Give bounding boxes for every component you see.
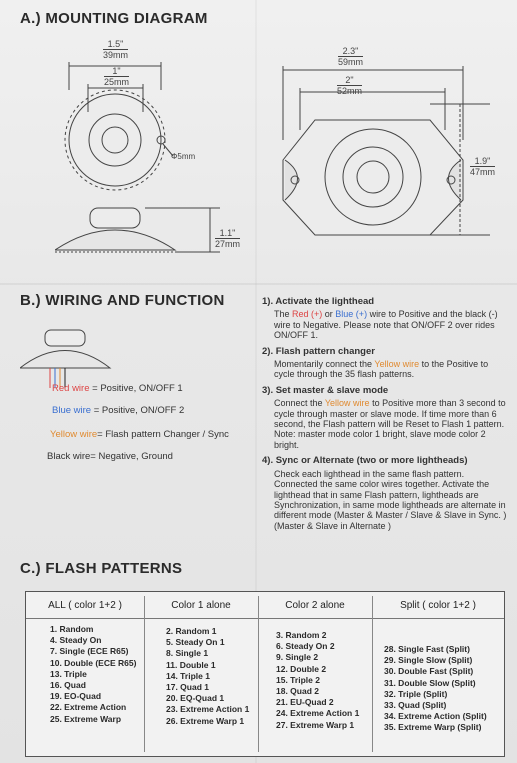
pattern-item: 31. Double Slow (Split) bbox=[384, 677, 476, 688]
flash-patterns-table bbox=[25, 591, 505, 757]
pattern-item: 22. Extreme Action bbox=[50, 702, 127, 713]
pattern-item: 34. Extreme Action (Split) bbox=[384, 711, 487, 722]
wire-yellow-label: Yellow wire= Flash pattern Changer / Sync bbox=[50, 429, 229, 440]
pattern-item: 2. Random 1 bbox=[166, 626, 217, 636]
pattern-item: 29. Single Slow (Split) bbox=[384, 655, 473, 666]
dim-right-width: 2.3" 59mm bbox=[338, 46, 364, 67]
dim-left-hole: Φ5mm bbox=[171, 152, 196, 161]
pattern-item: 17. Quad 1 bbox=[166, 682, 209, 693]
wire-red-label: Red wire = Positive, ON/OFF 1 bbox=[52, 383, 183, 394]
pattern-item: 1. Random bbox=[50, 624, 94, 634]
pattern-item: 23. Extreme Action 1 bbox=[166, 704, 250, 715]
pattern-item: 7. Single (ECE R65) bbox=[50, 646, 129, 657]
pattern-item: 18. Quad 2 bbox=[276, 686, 319, 697]
pattern-item: 19. EO-Quad bbox=[50, 691, 102, 702]
wiring-steps bbox=[262, 297, 510, 537]
wire-black-label: Black wire= Negative, Ground bbox=[47, 451, 173, 462]
wire-blue-label: Blue wire = Positive, ON/OFF 2 bbox=[52, 405, 185, 416]
dim-left-width: 1.5" 39mm bbox=[103, 39, 129, 60]
pattern-item: 8. Single 1 bbox=[166, 648, 209, 659]
pattern-item: 33. Quad (Split) bbox=[384, 700, 447, 711]
column-split bbox=[372, 592, 504, 756]
mounting-diagram-title: A.) MOUNTING DIAGRAM bbox=[20, 10, 208, 27]
pattern-item: 27. Extreme Warp 1 bbox=[276, 719, 355, 730]
column-header-split: Split ( color 1+2 ) bbox=[400, 600, 476, 611]
wiring-function-title: B.) WIRING AND FUNCTION bbox=[20, 292, 225, 309]
pattern-item: 20. EQ-Quad 1 bbox=[166, 693, 225, 704]
pattern-item: 14. Triple 1 bbox=[166, 670, 210, 681]
pattern-item: 11. Double 1 bbox=[166, 659, 216, 670]
pattern-item: 26. Extreme Warp 1 bbox=[166, 715, 245, 726]
pattern-item: 25. Extreme Warp bbox=[50, 713, 122, 724]
step-master-slave: 3). Set master & slave mode Connect the Yellow wire to Positive more than 3 second to cycle through master or slave mode. If time more than 6 second, the Flash pattern will be Reset to Flash 1 pattern. Note: master mode color 1 bright, slave mode color 2 bright. bbox=[262, 384, 506, 450]
step-flash-changer: 2). Flash pattern changer Momentarily connect the Yellow wire to the Positive to cycle through the 35 flash patterns. bbox=[262, 345, 489, 380]
dim-left-inner: 1" 25mm bbox=[104, 66, 130, 87]
pattern-item: 28. Single Fast (Split) bbox=[384, 644, 470, 654]
pattern-item: 30. Double Fast (Split) bbox=[384, 666, 474, 677]
paper-fold bbox=[0, 283, 517, 285]
pattern-item: 5. Steady On 1 bbox=[166, 637, 225, 648]
pattern-item: 35. Extreme Warp (Split) bbox=[384, 722, 482, 733]
step-activate: 1). Activate the lighthead The Red (+) or Blue (+) wire to Positive and the black (-) wire to Negative. Please note that ON/OFF 2 over rides ON/OFF 1. bbox=[262, 296, 498, 341]
wiring-lighthead-diagram bbox=[20, 318, 120, 388]
flash-patterns-title: C.) FLASH PATTERNS bbox=[20, 560, 183, 577]
pattern-item: 4. Steady On bbox=[50, 635, 102, 646]
dim-left-height: 1.1" 27mm bbox=[215, 228, 241, 249]
column-header-color2: Color 2 alone bbox=[285, 600, 345, 611]
left-mount-diagram bbox=[55, 40, 225, 280]
pattern-item: 10. Double (ECE R65) bbox=[50, 657, 137, 668]
column-all bbox=[26, 592, 144, 756]
pattern-item: 24. Extreme Action 1 bbox=[276, 708, 360, 719]
pattern-item: 13. Triple bbox=[50, 668, 87, 679]
dim-right-height: 1.9" 47mm bbox=[470, 156, 496, 177]
column-color2 bbox=[258, 592, 372, 756]
pattern-item: 12. Double 2 bbox=[276, 663, 327, 674]
pattern-item: 3. Random 2 bbox=[276, 630, 327, 640]
pattern-item: 6. Steady On 2 bbox=[276, 641, 335, 652]
column-header-color1: Color 1 alone bbox=[171, 600, 231, 611]
column-color1 bbox=[144, 592, 258, 756]
column-header-all: ALL ( color 1+2 ) bbox=[48, 600, 122, 611]
pattern-item: 32. Triple (Split) bbox=[384, 688, 448, 699]
pattern-item: 21. EU-Quad 2 bbox=[276, 697, 334, 708]
pattern-item: 9. Single 2 bbox=[276, 652, 319, 663]
pattern-item: 15. Triple 2 bbox=[276, 674, 320, 685]
dim-right-inner: 2" 52mm bbox=[337, 75, 363, 96]
pattern-item: 16. Quad bbox=[50, 680, 86, 691]
right-mount-diagram bbox=[265, 40, 505, 240]
step-sync-alternate: 4). Sync or Alternate (two or more lightheads) Check each lighthead in the same flash pattern. Connected the same color wires together. Activate the lighthead that in same Flash pattern, lightheads are Synchronization, in same mode lightheads are alternate in different mode (Master & Master / Slave & Slave in Sync. ) (Master & Slave in Alternate ) bbox=[262, 455, 507, 531]
